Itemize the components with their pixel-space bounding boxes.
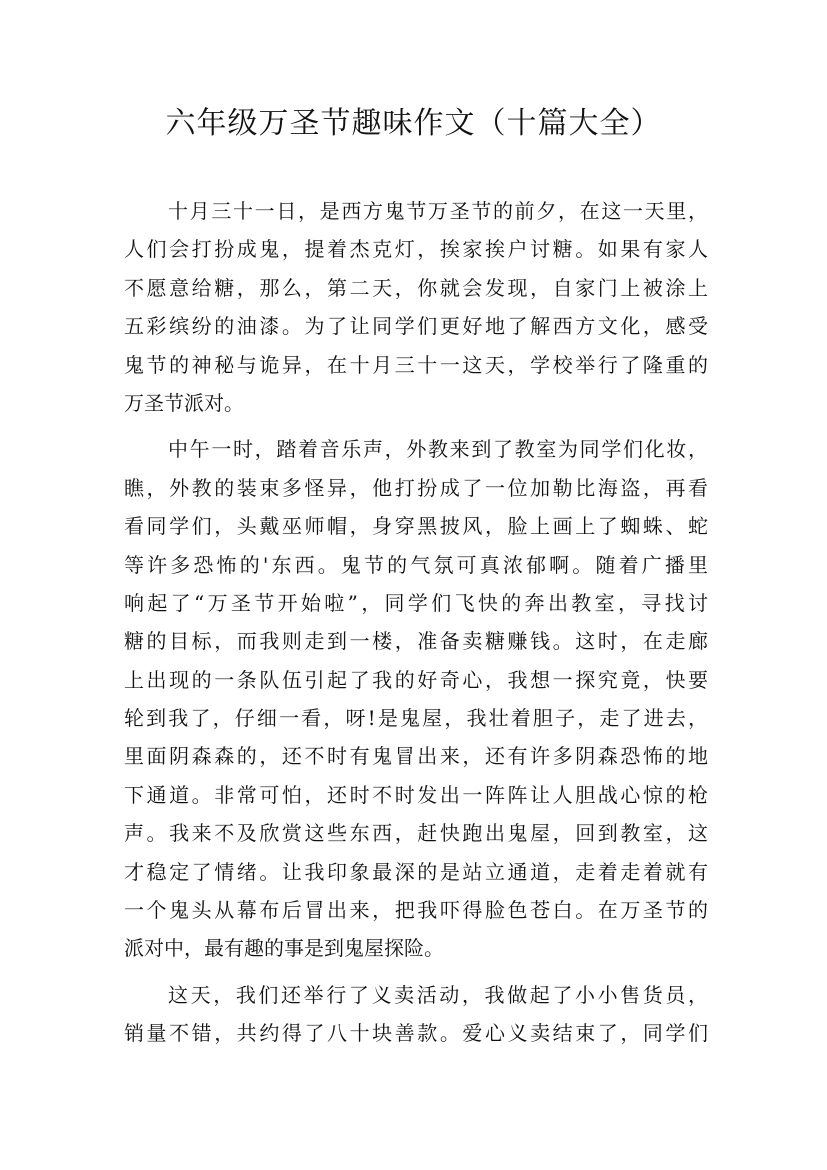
- text-line: 不愿意给糖，那么，第二天，你就会发现，自家门上被涂上: [124, 275, 708, 300]
- text-line: 里面阴森森的，还不时有鬼冒出来，还有许多阴森恐怖的地: [124, 744, 708, 769]
- text-line: 中午一时，踏着音乐声，外教来到了教室为同学们化妆，: [168, 437, 708, 462]
- text-line: 声。我来不及欣赏这些东西，赶快跑出鬼屋，回到教室，这: [124, 821, 708, 846]
- document-title: 六年级万圣节趣味作文（十篇大全）: [165, 106, 662, 141]
- text-line: 万圣节派对。: [124, 390, 244, 415]
- text-line: 五彩缤纷的油漆。为了让同学们更好地了解西方文化，感受: [124, 314, 708, 339]
- text-line: 销量不错，共约得了八十块善款。爱心义卖结束了，同学们: [124, 1021, 708, 1046]
- paragraph-2: [124, 430, 708, 967]
- text-line: 这天，我们还举行了义卖活动，我做起了小小售货员，: [168, 982, 708, 1007]
- text-line: 下通道。非常可怕，还时不时发出一阵阵让人胆战心惊的枪: [124, 782, 708, 807]
- text-line: 上出现的一条队伍引起了我的好奇心，我想一探究竟，快要: [124, 667, 708, 692]
- paragraph-3: [124, 976, 708, 1053]
- paragraph-1: [124, 192, 708, 422]
- text-line: 轮到我了，仔细一看，呀!是鬼屋，我壮着胆子，走了进去，: [124, 706, 708, 731]
- document-body: [124, 192, 708, 1061]
- text-line: 看同学们，头戴巫师帽，身穿黑披风，脸上画上了蜘蛛、蛇: [124, 514, 708, 539]
- text-line: 人们会打扮成鬼，提着杰克灯，挨家挨户讨糖。如果有家人: [124, 237, 708, 262]
- text-line: 派对中，最有趣的事是到鬼屋探险。: [124, 936, 444, 961]
- text-line: 糖的目标，而我则走到一楼，准备卖糖赚钱。这时，在走廊: [124, 629, 708, 654]
- text-line: 响起了“万圣节开始啦”，同学们飞快的奔出教室，寻找讨: [124, 590, 708, 615]
- text-line: 一个鬼头从幕布后冒出来，把我吓得脸色苍白。在万圣节的: [124, 898, 708, 923]
- text-line: 才稳定了情绪。让我印象最深的是站立通道，走着走着就有: [124, 859, 708, 884]
- text-line: 鬼节的神秘与诡异，在十月三十一这天，学校举行了隆重的: [124, 352, 708, 377]
- text-line: 瞧，外教的装束多怪异，他打扮成了一位加勒比海盗，再看: [124, 475, 708, 500]
- text-line: 十月三十一日，是西方鬼节万圣节的前夕，在这一天里，: [168, 199, 708, 223]
- text-line: 等许多恐怖的'东西。鬼节的气氛可真浓郁啊。随着广播里: [124, 552, 708, 577]
